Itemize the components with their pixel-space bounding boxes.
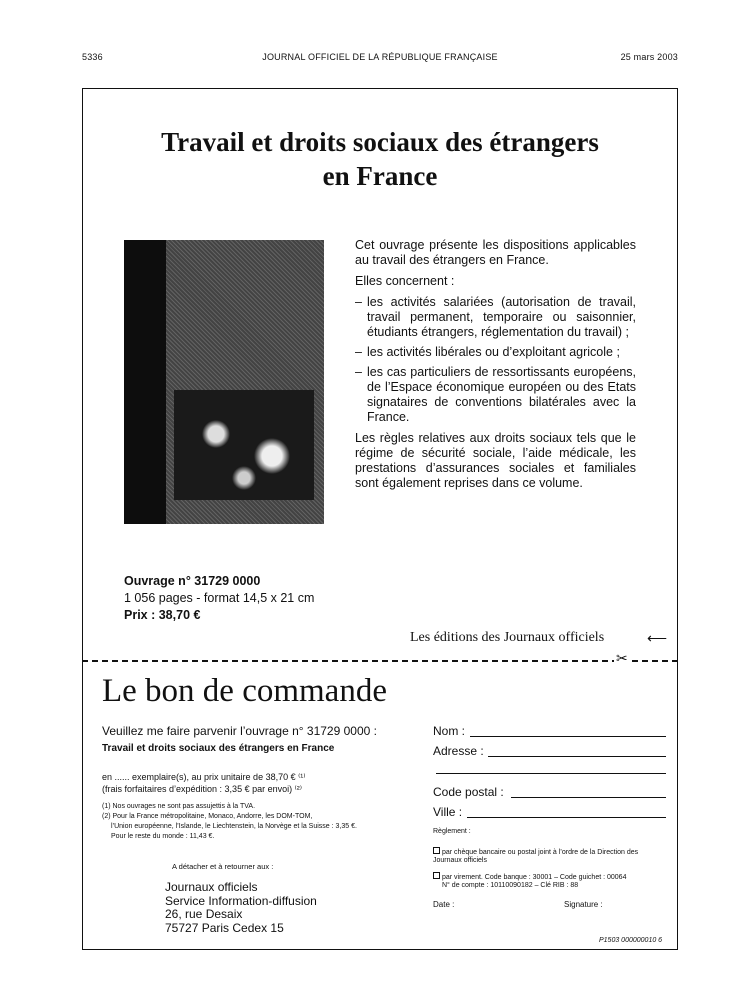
shipping-line: (frais forfaitaires d’expédition : 3,35 € par envoi) ⁽²⁾ — [102, 784, 303, 794]
address-line: 75727 Paris Cedex 15 — [165, 920, 284, 935]
return-address — [165, 881, 317, 935]
virement-option-label-a: par virement. Code banque : 30001 – Code guichet : 00064 — [442, 874, 627, 881]
adresse-input-line[interactable] — [488, 756, 666, 757]
address-line: 26, rue Desaix — [165, 907, 243, 921]
description-intro: Cet ouvrage présente les dispositions applicables au travail des étrangers en France. — [355, 238, 636, 267]
book-title — [82, 125, 678, 193]
adresse-label: Adresse : — [433, 744, 484, 758]
list-item: – les cas particuliers de ressortissants européens, de l’Espace économique européen ou des Etats signataires de conventions bilatérales avec la France. — [355, 365, 636, 425]
order-request: Veuillez me faire parvenir l’ouvrage n° 31729 0000 : — [102, 724, 377, 738]
virement-option-label-b: N° de compte : 10110090182 – Clé RIB : 88 — [442, 882, 579, 889]
address-line: Journaux officiels — [165, 880, 258, 894]
book-title-line2: en France — [322, 161, 438, 191]
code-postal-label: Code postal : — [433, 785, 504, 799]
ville-field[interactable] — [433, 805, 462, 819]
ouvrage-reference: Ouvrage n° 31729 0000 — [124, 574, 261, 588]
book-specs: 1 056 pages - format 14,5 x 21 cm — [124, 591, 315, 605]
book-title-line1: Travail et droits sociaux des étrangers — [161, 127, 599, 157]
adresse-input-line-2[interactable] — [436, 773, 666, 774]
page-number: 5336 — [82, 52, 103, 62]
nom-input-line[interactable] — [470, 736, 666, 737]
ville-input-line[interactable] — [467, 817, 666, 818]
payment-option-cheque[interactable] — [433, 847, 663, 865]
list-item: – les activités salariées (autorisation de travail, travail permanent, temporaire ou saisonnier, étudiants étrangers, réglementation du travail) ; — [355, 295, 636, 340]
concern-list — [355, 295, 636, 425]
code-postal-field[interactable] — [433, 785, 504, 799]
footnote-2a: (2) Pour la France métropolitaine, Monaco, Andorre, les DOM-TOM, — [102, 813, 313, 820]
book-description — [355, 238, 636, 497]
book-price: Prix : 38,70 € — [124, 608, 201, 622]
footnote-2c: Pour le reste du monde : 11,43 €. — [111, 833, 215, 840]
signature-label[interactable]: Signature : — [564, 900, 603, 909]
arrow-left-icon: ⟵ — [647, 630, 668, 646]
date-label[interactable]: Date : — [433, 900, 455, 909]
footnotes — [102, 802, 357, 842]
scissors-icon: ✂ — [616, 650, 628, 666]
nom-label: Nom : — [433, 724, 466, 738]
nom-field[interactable] — [433, 724, 465, 738]
cover-spine — [124, 240, 166, 524]
order-book-title: Travail et droits sociaux des étrangers en France — [102, 743, 335, 754]
detach-label: A détacher et à retourner aux : — [172, 862, 274, 871]
code-postal-input-line[interactable] — [511, 797, 666, 798]
address-line: Service Information-diffusion — [165, 893, 317, 908]
reglement-label: Règlement : — [433, 828, 471, 835]
adresse-field[interactable] — [433, 744, 484, 758]
quantity-line[interactable]: en ...... exemplaire(s), au prix unitaire de 38,70 € ⁽¹⁾ — [102, 772, 306, 782]
list-item: – les activités libérales ou d’exploitant agricole ; — [355, 345, 636, 360]
order-form-heading: Le bon de commande — [102, 673, 387, 709]
description-closing: Les règles relatives aux droits sociaux tels que le régime de sécurité sociale, l’aide médicale, les prestations d’assurances sociales et familiales sont également reprises dans ce volume. — [355, 431, 636, 490]
publisher-name: Les éditions des Journaux officiels — [410, 630, 605, 645]
journal-title: JOURNAL OFFICIEL DE LA RÉPUBLIQUE FRANÇAISE — [262, 52, 498, 62]
checkbox-icon[interactable] — [433, 872, 440, 879]
product-info — [124, 573, 314, 624]
concern-label: Elles concernent : — [355, 274, 455, 288]
header-date: 25 mars 2003 — [620, 52, 678, 62]
cover-photo — [174, 390, 314, 500]
payment-option-virement[interactable] — [433, 872, 663, 890]
footnote-2b: l’Union européenne, l’Islande, le Liechtenstein, la Norvège et la Suisse : 3,35 €. — [111, 823, 357, 830]
cheque-option-label: par chèque bancaire ou postal joint à l’ordre de la Direction des Journaux officiels — [433, 849, 639, 864]
book-cover-image — [124, 240, 324, 524]
checkbox-icon[interactable] — [433, 847, 440, 854]
ville-label: Ville : — [433, 805, 463, 819]
footnote-1: (1) Nos ouvrages ne sont pas assujettis à la TVA. — [102, 803, 256, 810]
order-reference: P1503 000000010 6 — [599, 937, 663, 944]
cut-line — [82, 660, 678, 662]
quantity-info — [102, 771, 306, 795]
